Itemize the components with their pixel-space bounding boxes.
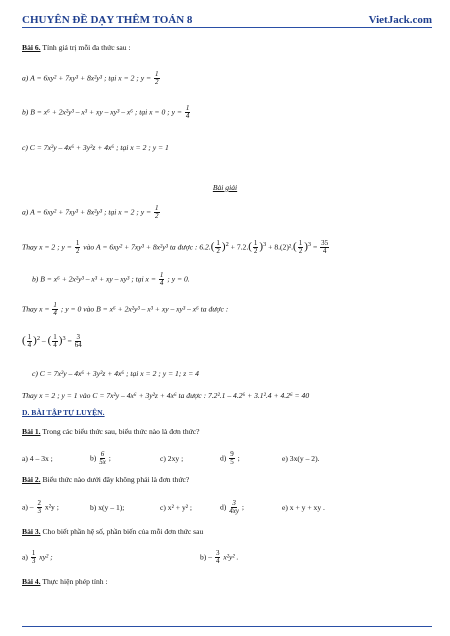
fraction: $\frac{1}{2}$ xyxy=(253,239,258,256)
exercise2-option-e: e) x + y + xy . xyxy=(282,503,325,512)
fraction: $\frac{1}{2}$ xyxy=(216,239,220,256)
result-fraction: $\frac{3}{64}$ xyxy=(74,333,82,350)
page-header xyxy=(22,8,432,26)
header-title: CHUYÊN ĐỀ DẠY THÊM TOÁN 8 xyxy=(22,14,193,26)
exercise2-option-a: a) – $\frac{2}{3}$ x²y ; xyxy=(22,499,59,516)
fraction: $\frac{1}{2}$ xyxy=(298,239,303,256)
fraction: $\frac{3}{4}$ xyxy=(215,549,220,566)
header-site: VietJack.com xyxy=(368,14,432,26)
solution-a-substitution: Thay x = 2 ; y = $\frac{1}{2}$ vào A = 6xy² + 7xy³ + 8x²y³ ta được : 6.2.( $\frac{1}{2}$ )$^2$ + 7.2.( $\frac{1}{2}$ )$^3$ + 8.(2)².( $\frac{1}{2}$ )$^3$ = $\frac{35}{4}$ xyxy=(22,239,329,256)
fraction: $\frac{1}{2}$ xyxy=(155,204,159,221)
solution-a-line: a) A = 6xy² + 7xy³ + 8x²y³ ; tại x = 2 ; y = $\frac{1}{2}$ xyxy=(22,204,159,221)
header-divider xyxy=(22,27,432,28)
fraction: $\frac{9}{5}$ xyxy=(230,450,234,467)
footer-divider xyxy=(22,626,432,627)
exercise1-options: a) 4 – 3x ; xyxy=(22,454,53,463)
exercise2-option-b: b) x(y – 1); xyxy=(90,503,125,512)
exercise2-option-d: d) $\frac{3}{4xy}$ ; xyxy=(220,499,244,516)
exercise1-option-c: c) 2xy ; xyxy=(160,454,184,463)
fraction: $\frac{1}{2}$ xyxy=(155,70,159,87)
solution-c-substitution: Thay x = 2 ; y = 1 vào C = 7x²y – 4x⁶ + 3y²z + 4x⁶ ta được : 7.2².1 – 4.2⁶ + 3.1².4 + 4.2⁶ = 40 xyxy=(22,391,310,400)
fraction: $\frac{1}{4}$ xyxy=(27,333,32,350)
fraction: $\frac{6}{5x}$ xyxy=(99,450,106,467)
solution-c-line: c) C = 7x²y – 4x⁶ + 3y²z + 4x⁶ ; tại x = 2 ; y = 1; z = 4 xyxy=(32,369,199,378)
solution-b-evaluation: ( $\frac{1}{4}$ )$^2$ – ( $\frac{1}{4}$ )$^3$ = $\frac{3}{64}$ xyxy=(22,333,82,350)
fraction: $\frac{2}{3}$ xyxy=(37,499,42,516)
exercise3-option-a: a) $\frac{1}{3}$ xy² ; xyxy=(22,549,53,566)
problem6-b: b) B = x⁶ + 2x²y³ – x³ + xy – xy³ – x⁶ ; tại x = 0 ; y = $\frac{1}{4}$ xyxy=(22,104,190,121)
fraction: $\frac{1}{2}$ xyxy=(75,239,80,256)
fraction: $\frac{1}{4}$ xyxy=(185,104,190,121)
exercise1-title: Bài 1. Trong các biểu thức sau, biểu thức nào là đơn thức? xyxy=(22,427,200,436)
exercise1-option-d: d) $\frac{9}{5}$ ; xyxy=(220,450,240,467)
fraction: $\frac{1}{4}$ xyxy=(53,301,57,318)
problem6-a: a) A = 6xy² + 7xy³ + 8x²y³ ; tại x = 2 ; y = $\frac{1}{2}$ xyxy=(22,70,159,87)
exercise2-option-c: c) x² + y² ; xyxy=(160,503,193,512)
fraction: $\frac{1}{4}$ xyxy=(53,333,57,350)
result-fraction: $\frac{35}{4}$ xyxy=(321,239,329,256)
exercise1-option-b: b) $\frac{6}{5x}$ ; xyxy=(90,450,111,467)
exercise1-option-e: e) 3x(y – 2). xyxy=(282,454,320,463)
solution-b-substitution: Thay x = $\frac{1}{4}$ ; y = 0 vào B = x⁶ + 2x²y³ – x³ + xy – xy³ – x⁶ ta được : xyxy=(22,301,229,318)
fraction: $\frac{1}{4}$ xyxy=(159,271,164,288)
exercise4-title: Bài 4. Thực hiện phép tính : xyxy=(22,577,108,586)
problem6-c: c) C = 7x²y – 4x⁶ + 3y²z + 4x⁶ ; tại x = 2 ; y = 1 xyxy=(22,143,169,152)
problem6-title: Bài 6. Tính giá trị mỗi đa thức sau : xyxy=(22,43,131,52)
section-d-heading: D. BÀI TẬP TỰ LUYỆN. xyxy=(22,408,105,417)
exercise3-option-b: b) – $\frac{3}{4}$ x²y² . xyxy=(200,549,239,566)
fraction: $\frac{1}{3}$ xyxy=(31,549,36,566)
fraction: $\frac{3}{4xy}$ xyxy=(229,499,239,516)
solution-heading: Bài giải xyxy=(212,183,238,192)
solution-b-line: b) B = x⁶ + 2x²y³ – x³ + xy – xy³ ; tại x = $\frac{1}{4}$ ; y = 0. xyxy=(32,271,190,288)
exercise2-title: Bài 2. Biểu thức nào dưới đây không phải là đơn thức? xyxy=(22,475,190,484)
exercise3-title: Bài 3. Cho biết phần hệ số, phần biến của mỗi đơn thức sau xyxy=(22,527,204,536)
